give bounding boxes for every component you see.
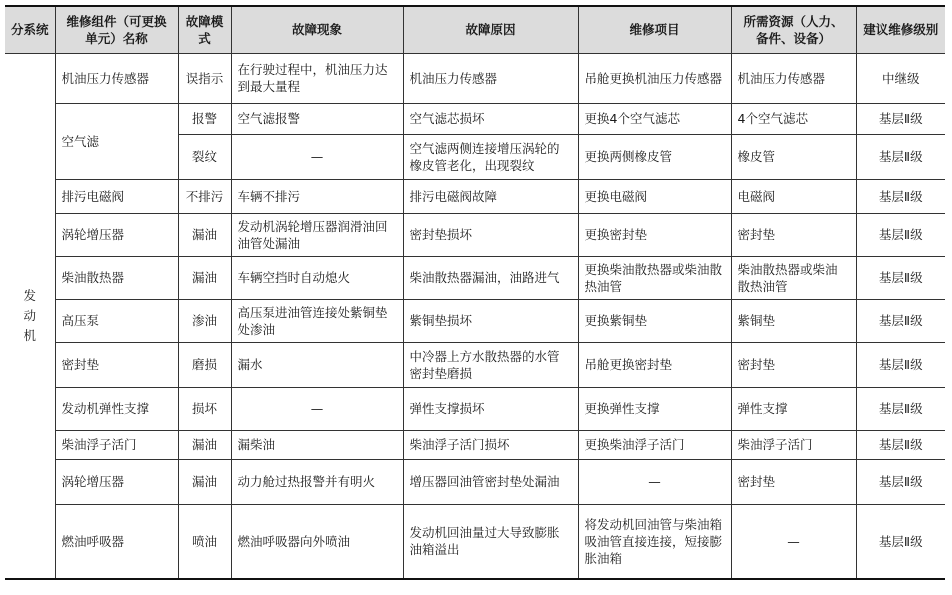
- symptom-cell: 燃油呼吸器向外喷油: [231, 504, 403, 579]
- maintenance-cell: 更换密封垫: [578, 213, 731, 256]
- mode-cell: 漏油: [178, 213, 231, 256]
- resources-cell: 电磁阀: [731, 179, 856, 213]
- cause-cell: 空气滤芯损坏: [403, 103, 578, 134]
- cause-cell: 中冷器上方水散热器的水管密封垫磨损: [403, 342, 578, 387]
- subsystem-cell: [5, 53, 55, 579]
- symptom-cell: 空气滤报警: [231, 103, 403, 134]
- resources-cell: 机油压力传感器: [731, 53, 856, 103]
- maintenance-cell: —: [578, 459, 731, 504]
- cause-cell: 空气滤两侧连接增压涡轮的橡皮管老化，出现裂纹: [403, 134, 578, 179]
- maintenance-cell: 更换弹性支撑: [578, 387, 731, 430]
- level-cell: 基层Ⅱ级: [856, 342, 945, 387]
- resources-cell: 密封垫: [731, 459, 856, 504]
- level-cell: 基层Ⅱ级: [856, 179, 945, 213]
- table-row: [5, 179, 945, 213]
- resources-cell: 4个空气滤芯: [731, 103, 856, 134]
- symptom-cell: 高压泵进油管连接处紫铜垫处渗油: [231, 299, 403, 342]
- component-cell: 涡轮增压器: [55, 459, 178, 504]
- table-row: [5, 430, 945, 459]
- maintenance-cell: 吊舱更换机油压力传感器: [578, 53, 731, 103]
- component-cell: 发动机弹性支撑: [55, 387, 178, 430]
- header-maintenance: 维修项目: [578, 6, 731, 53]
- header-subsystem: 分系统: [5, 6, 55, 53]
- symptom-cell: —: [231, 134, 403, 179]
- mode-cell: 渗油: [178, 299, 231, 342]
- header-component: 维修组件（可更换单元）名称: [55, 6, 178, 53]
- cause-cell: 柴油浮子活门损坏: [403, 430, 578, 459]
- mode-cell: 不排污: [178, 179, 231, 213]
- table-row: [5, 103, 945, 134]
- level-cell: 基层Ⅱ级: [856, 134, 945, 179]
- maintenance-table: [5, 5, 945, 580]
- resources-cell: 紫铜垫: [731, 299, 856, 342]
- symptom-cell: 动力舱过热报警并有明火: [231, 459, 403, 504]
- symptom-cell: 漏水: [231, 342, 403, 387]
- header-fault-mode: 故障模式: [178, 6, 231, 53]
- resources-cell: 橡皮管: [731, 134, 856, 179]
- table-row: [5, 387, 945, 430]
- table-row: [5, 53, 945, 103]
- header-resources: 所需资源（人力、备件、设备）: [731, 6, 856, 53]
- cause-cell: 发动机回油量过大导致膨胀油箱溢出: [403, 504, 578, 579]
- subsystem-name: 发动机: [23, 287, 36, 343]
- level-cell: 基层Ⅱ级: [856, 256, 945, 299]
- table-row: [5, 459, 945, 504]
- resources-cell: 柴油散热器或柴油散热油管: [731, 256, 856, 299]
- table-row: [5, 299, 945, 342]
- component-cell: 柴油散热器: [55, 256, 178, 299]
- symptom-cell: 在行驶过程中，机油压力达到最大量程: [231, 53, 403, 103]
- cause-cell: 密封垫损坏: [403, 213, 578, 256]
- component-cell: 燃油呼吸器: [55, 504, 178, 579]
- symptom-cell: 车辆不排污: [231, 179, 403, 213]
- maintenance-cell: 更换两侧橡皮管: [578, 134, 731, 179]
- maintenance-cell: 吊舱更换密封垫: [578, 342, 731, 387]
- cause-cell: 机油压力传感器: [403, 53, 578, 103]
- resources-cell: 弹性支撑: [731, 387, 856, 430]
- component-cell: 柴油浮子活门: [55, 430, 178, 459]
- mode-cell: 漏油: [178, 430, 231, 459]
- symptom-cell: 车辆空挡时自动熄火: [231, 256, 403, 299]
- header-cause: 故障原因: [403, 6, 578, 53]
- symptom-cell: 漏柴油: [231, 430, 403, 459]
- mode-cell: 漏油: [178, 459, 231, 504]
- maintenance-cell: 将发动机回油管与柴油箱吸油管直接连接，短接膨胀油箱: [578, 504, 731, 579]
- maintenance-cell: 更换紫铜垫: [578, 299, 731, 342]
- maintenance-cell: 更换4个空气滤芯: [578, 103, 731, 134]
- cause-cell: 弹性支撑损坏: [403, 387, 578, 430]
- resources-cell: 密封垫: [731, 342, 856, 387]
- resources-cell: 密封垫: [731, 213, 856, 256]
- header-level: 建议维修级别: [856, 6, 945, 53]
- symptom-cell: 发动机涡轮增压器润滑油回油管处漏油: [231, 213, 403, 256]
- level-cell: 基层Ⅱ级: [856, 387, 945, 430]
- component-cell: 空气滤: [55, 103, 178, 179]
- resources-cell: 柴油浮子活门: [731, 430, 856, 459]
- table-row: [5, 342, 945, 387]
- level-cell: 基层Ⅱ级: [856, 504, 945, 579]
- table-row: [5, 504, 945, 579]
- component-cell: 密封垫: [55, 342, 178, 387]
- level-cell: 基层Ⅱ级: [856, 103, 945, 134]
- symptom-cell: —: [231, 387, 403, 430]
- level-cell: 基层Ⅱ级: [856, 213, 945, 256]
- component-cell: 涡轮增压器: [55, 213, 178, 256]
- component-cell: 高压泵: [55, 299, 178, 342]
- mode-cell: 磨损: [178, 342, 231, 387]
- mode-cell: 漏油: [178, 256, 231, 299]
- cause-cell: 排污电磁阀故障: [403, 179, 578, 213]
- cause-cell: 紫铜垫损坏: [403, 299, 578, 342]
- table-row: [5, 213, 945, 256]
- mode-cell: 喷油: [178, 504, 231, 579]
- cause-cell: 柴油散热器漏油，油路进气: [403, 256, 578, 299]
- mode-cell: 误指示: [178, 53, 231, 103]
- level-cell: 中继级: [856, 53, 945, 103]
- component-cell: 机油压力传感器: [55, 53, 178, 103]
- mode-cell: 损坏: [178, 387, 231, 430]
- level-cell: 基层Ⅱ级: [856, 459, 945, 504]
- header-row: [5, 6, 945, 53]
- level-cell: 基层Ⅱ级: [856, 430, 945, 459]
- level-cell: 基层Ⅱ级: [856, 299, 945, 342]
- resources-cell: —: [731, 504, 856, 579]
- cause-cell: 增压器回油管密封垫处漏油: [403, 459, 578, 504]
- header-symptom: 故障现象: [231, 6, 403, 53]
- mode-cell: 报警: [178, 103, 231, 134]
- mode-cell: 裂纹: [178, 134, 231, 179]
- maintenance-cell: 更换柴油散热器或柴油散热油管: [578, 256, 731, 299]
- maintenance-cell: 更换电磁阀: [578, 179, 731, 213]
- maintenance-cell: 更换柴油浮子活门: [578, 430, 731, 459]
- table-row: [5, 256, 945, 299]
- component-cell: 排污电磁阀: [55, 179, 178, 213]
